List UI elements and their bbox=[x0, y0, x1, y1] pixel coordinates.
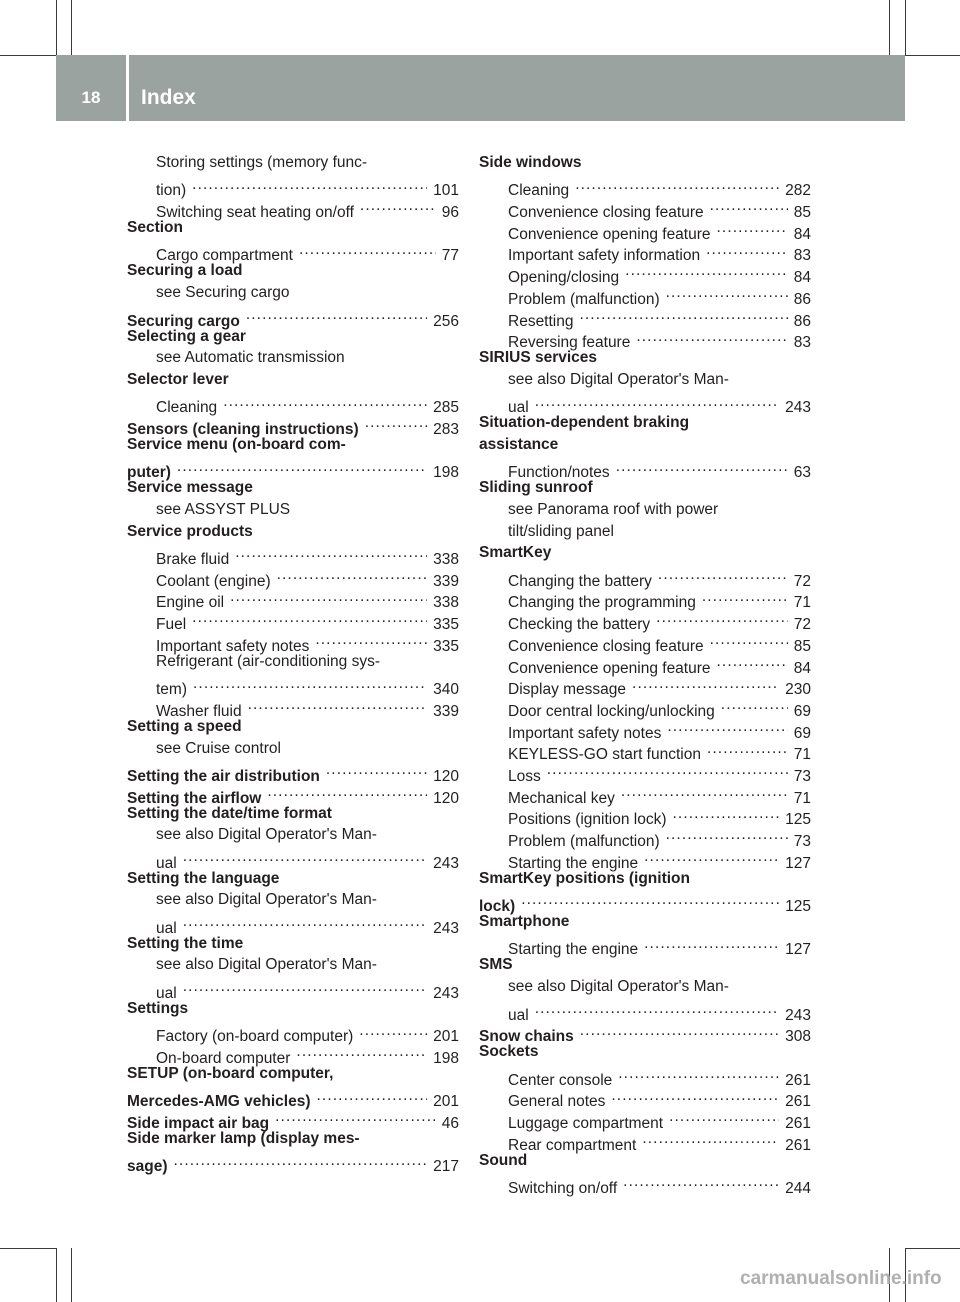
leader-dots bbox=[706, 239, 788, 261]
index-subentry bbox=[479, 933, 811, 959]
page-reference: 46 bbox=[441, 1114, 459, 1132]
leader-dots bbox=[623, 1171, 779, 1193]
entry-text: Cleaning bbox=[508, 182, 570, 200]
page-reference: 198 bbox=[433, 1049, 459, 1067]
crop-mark bbox=[56, 0, 57, 55]
index-subentry bbox=[127, 824, 459, 846]
entry-text: Sound bbox=[479, 1151, 528, 1169]
page-reference: 261 bbox=[785, 1114, 811, 1132]
page-reference: 127 bbox=[785, 941, 811, 959]
entry-text: Convenience opening feature bbox=[508, 659, 711, 677]
entry-text: see Securing cargo bbox=[156, 284, 290, 302]
entry-text: see also Digital Operator's Man- bbox=[156, 826, 377, 844]
index-entry bbox=[479, 434, 811, 456]
entry-text: Situation-dependent braking bbox=[479, 414, 690, 432]
leader-dots bbox=[717, 217, 788, 239]
entry-text: see also Digital Operator's Man- bbox=[508, 370, 729, 388]
page-reference: 73 bbox=[793, 767, 811, 785]
page-reference: 63 bbox=[793, 464, 811, 482]
page-reference: 120 bbox=[433, 789, 459, 807]
leader-dots bbox=[666, 282, 788, 304]
entry-text: lock) bbox=[479, 898, 516, 916]
index-subentry bbox=[127, 846, 459, 872]
page-reference: 261 bbox=[785, 1071, 811, 1089]
leader-dots bbox=[326, 759, 427, 781]
leader-dots bbox=[535, 998, 779, 1020]
page-reference: 261 bbox=[785, 1136, 811, 1154]
page-reference: 125 bbox=[785, 811, 811, 829]
crop-mark bbox=[71, 1248, 72, 1302]
entry-text: Checking the battery bbox=[508, 616, 651, 634]
leader-dots bbox=[625, 260, 788, 282]
leader-dots bbox=[360, 195, 436, 217]
index-entry bbox=[127, 477, 459, 499]
entry-text: assistance bbox=[479, 435, 559, 453]
entry-text: see Cruise control bbox=[156, 739, 281, 757]
entry-text: ual bbox=[508, 399, 529, 417]
entry-text: Side windows bbox=[479, 154, 582, 171]
index-entry bbox=[479, 1020, 811, 1046]
entry-text: see also Digital Operator's Man- bbox=[508, 978, 729, 996]
entry-text: Settings bbox=[127, 999, 189, 1017]
entry-text: Service products bbox=[127, 522, 253, 540]
entry-text: Problem (malfunction) bbox=[508, 290, 660, 308]
leader-dots bbox=[183, 911, 427, 933]
page-reference: 201 bbox=[433, 1093, 459, 1111]
entry-text: see Automatic transmission bbox=[156, 349, 345, 367]
leader-dots bbox=[267, 781, 427, 803]
page-reference: 340 bbox=[433, 681, 459, 699]
entry-text: SmartKey bbox=[479, 544, 552, 562]
crop-mark bbox=[56, 1248, 57, 1302]
page-reference: 243 bbox=[785, 399, 811, 417]
entry-text: Sockets bbox=[479, 1043, 539, 1061]
index-entry bbox=[127, 933, 459, 955]
entry-text: ual bbox=[156, 854, 177, 872]
index-subentry bbox=[127, 954, 459, 976]
page-reference: 243 bbox=[433, 919, 459, 937]
entry-text: Snow chains bbox=[479, 1028, 574, 1046]
entry-text: puter) bbox=[127, 464, 171, 482]
page-reference: 72 bbox=[793, 616, 811, 634]
entry-text: Setting a speed bbox=[127, 717, 242, 735]
index-entry bbox=[479, 868, 811, 890]
entry-text: sage) bbox=[127, 1158, 168, 1176]
page-reference: 69 bbox=[793, 702, 811, 720]
leader-dots bbox=[547, 759, 788, 781]
leader-dots bbox=[644, 933, 779, 955]
index-entry bbox=[127, 326, 459, 348]
entry-text: Setting the time bbox=[127, 934, 244, 952]
index-subentry bbox=[479, 521, 811, 543]
page-reference: 243 bbox=[433, 854, 459, 872]
crop-mark bbox=[905, 55, 960, 56]
index-entry bbox=[127, 369, 459, 391]
page-reference: 243 bbox=[433, 984, 459, 1002]
index-entry bbox=[127, 868, 459, 890]
entry-text: Engine oil bbox=[156, 594, 225, 612]
index-entry bbox=[127, 456, 459, 482]
leader-dots bbox=[702, 586, 788, 608]
leader-dots bbox=[177, 456, 427, 478]
leader-dots bbox=[275, 1106, 436, 1128]
page-reference: 198 bbox=[433, 464, 459, 482]
leader-dots bbox=[656, 607, 788, 629]
index-subentry bbox=[127, 651, 459, 673]
leader-dots bbox=[616, 456, 788, 478]
page-reference: 201 bbox=[433, 1028, 459, 1046]
entry-text: SMS bbox=[479, 956, 513, 974]
leader-dots bbox=[717, 651, 788, 673]
index-subentry bbox=[127, 391, 459, 417]
index-column-left bbox=[127, 152, 459, 1176]
leader-dots bbox=[644, 846, 779, 868]
entry-text: Refrigerant (air-conditioning sys- bbox=[156, 652, 380, 670]
page-reference: 261 bbox=[785, 1093, 811, 1111]
page-reference: 71 bbox=[793, 789, 811, 807]
entry-text: Setting the air distribution bbox=[127, 767, 320, 785]
page-reference: 243 bbox=[785, 1006, 811, 1024]
index-entry bbox=[127, 803, 459, 825]
entry-text: General notes bbox=[508, 1093, 606, 1111]
page-reference: 230 bbox=[785, 681, 811, 699]
entry-text: ual bbox=[156, 919, 177, 937]
entry-text: Rear compartment bbox=[508, 1136, 637, 1154]
leader-dots bbox=[365, 412, 427, 434]
entry-text: Center console bbox=[508, 1071, 613, 1089]
entry-text: Mercedes-AMG vehicles) bbox=[127, 1093, 311, 1111]
page-reference: 308 bbox=[785, 1028, 811, 1046]
crop-mark bbox=[0, 55, 56, 56]
leader-dots bbox=[621, 781, 788, 803]
page-reference: 85 bbox=[793, 637, 811, 655]
entry-text: Opening/closing bbox=[508, 269, 620, 287]
leader-dots bbox=[230, 586, 427, 608]
entry-text: Fuel bbox=[156, 616, 187, 634]
entry-text: tem) bbox=[156, 681, 187, 699]
leader-dots bbox=[636, 326, 787, 348]
leader-dots bbox=[580, 1020, 779, 1042]
page-reference: 85 bbox=[793, 204, 811, 222]
entry-text: Service menu (on-board com- bbox=[127, 435, 346, 453]
index-column-right bbox=[479, 152, 811, 1197]
leader-dots bbox=[317, 1085, 428, 1107]
leader-dots bbox=[721, 694, 788, 716]
index-subentry bbox=[479, 391, 811, 417]
crop-mark bbox=[889, 0, 890, 55]
leader-dots bbox=[359, 1020, 427, 1042]
entry-text: Securing cargo bbox=[127, 312, 240, 330]
crop-mark bbox=[0, 1248, 56, 1249]
entry-text: Section bbox=[127, 219, 183, 237]
page-reference: 127 bbox=[785, 854, 811, 872]
entry-text: Setting the airflow bbox=[127, 789, 262, 807]
entry-text: Selector lever bbox=[127, 370, 229, 388]
entry-text: Problem (malfunction) bbox=[508, 833, 660, 850]
entry-text: Convenience closing feature bbox=[508, 637, 704, 655]
entry-text: Convenience opening feature bbox=[508, 225, 711, 243]
page-reference: 77 bbox=[441, 247, 459, 265]
leader-dots bbox=[535, 391, 779, 413]
header-divider bbox=[126, 55, 129, 121]
index-entry bbox=[127, 1128, 459, 1150]
page-reference: 285 bbox=[433, 399, 459, 417]
index-subentry bbox=[479, 1171, 811, 1197]
leader-dots bbox=[669, 1106, 779, 1128]
entry-text: Luggage compartment bbox=[508, 1114, 664, 1132]
entry-text: Smartphone bbox=[479, 913, 570, 931]
index-entry bbox=[127, 434, 459, 456]
leader-dots bbox=[710, 629, 788, 651]
entry-text: Securing a load bbox=[127, 262, 243, 280]
index-entry bbox=[479, 152, 811, 174]
page-reference: 84 bbox=[793, 659, 811, 677]
index-subentry bbox=[127, 889, 459, 911]
entry-text: Cargo compartment bbox=[156, 247, 293, 265]
index-subentry bbox=[479, 1063, 811, 1089]
leader-dots bbox=[246, 304, 427, 326]
entry-text: see also Digital Operator's Man- bbox=[156, 956, 377, 974]
leader-dots bbox=[521, 889, 779, 911]
leader-dots bbox=[611, 1085, 779, 1107]
index-subentry bbox=[479, 369, 811, 391]
entry-text: Important safety information bbox=[508, 247, 701, 265]
entry-text: Washer fluid bbox=[156, 702, 242, 720]
entry-text: Reversing feature bbox=[508, 334, 631, 352]
entry-text: Selecting a gear bbox=[127, 327, 246, 345]
page-reference: 71 bbox=[793, 594, 811, 612]
page-reference: 244 bbox=[785, 1180, 811, 1197]
index-subentry bbox=[479, 499, 811, 521]
page-reference: 72 bbox=[793, 572, 811, 590]
index-entry bbox=[127, 1150, 459, 1176]
entry-text: Sliding sunroof bbox=[479, 479, 593, 497]
entry-text: see Panorama roof with power bbox=[508, 501, 719, 518]
leader-dots bbox=[579, 304, 787, 326]
leader-dots bbox=[183, 846, 427, 868]
index-subentry bbox=[479, 976, 811, 998]
entry-text: Resetting bbox=[508, 312, 574, 330]
entry-text: Loss bbox=[508, 767, 541, 785]
page-reference: 86 bbox=[793, 312, 811, 330]
leader-dots bbox=[296, 1041, 427, 1063]
entry-text: Function/notes bbox=[508, 464, 610, 482]
index-entry bbox=[127, 998, 459, 1020]
page-reference: 69 bbox=[793, 724, 811, 742]
index-subentry bbox=[127, 282, 459, 304]
page-number: 18 bbox=[81, 88, 101, 107]
leader-dots bbox=[277, 564, 428, 586]
index-subentry bbox=[127, 239, 459, 265]
entry-text: Cleaning bbox=[156, 399, 218, 417]
index-entry bbox=[127, 1063, 459, 1085]
page-reference: 83 bbox=[793, 247, 811, 265]
crop-mark bbox=[905, 1248, 960, 1249]
page-reference: 282 bbox=[785, 182, 811, 200]
index-subentry bbox=[127, 1020, 459, 1046]
index-entry bbox=[127, 304, 459, 330]
leader-dots bbox=[618, 1063, 779, 1085]
index-subentry bbox=[127, 542, 459, 569]
entry-text: Changing the battery bbox=[508, 572, 652, 590]
index-entry bbox=[127, 716, 459, 738]
entry-text: see ASSYST PLUS bbox=[156, 501, 291, 518]
entry-text: ual bbox=[156, 984, 177, 1002]
page-reference: 256 bbox=[433, 312, 459, 330]
page-reference: 338 bbox=[433, 551, 459, 569]
leader-dots bbox=[315, 629, 427, 651]
leader-dots bbox=[183, 976, 427, 998]
index-subentry bbox=[127, 673, 459, 699]
index-subentry bbox=[479, 564, 811, 590]
entry-text: Starting the engine bbox=[508, 941, 639, 959]
leader-dots bbox=[223, 391, 427, 413]
entry-text: On-board computer bbox=[156, 1049, 291, 1067]
entry-text: SIRIUS services bbox=[479, 349, 598, 367]
leader-dots bbox=[707, 738, 788, 760]
page-reference: 339 bbox=[433, 702, 459, 720]
entry-text: Mechanical key bbox=[508, 789, 615, 807]
page-reference: 338 bbox=[433, 594, 459, 612]
entry-text: SETUP (on-board computer, bbox=[127, 1064, 334, 1082]
page-reference: 84 bbox=[793, 225, 811, 243]
index-subentry bbox=[127, 738, 459, 760]
section-title: Index bbox=[141, 86, 196, 109]
entry-text: Side impact air bag bbox=[127, 1114, 270, 1132]
index-entry bbox=[479, 889, 811, 916]
entry-text: Convenience closing feature bbox=[508, 204, 704, 222]
leader-dots bbox=[667, 716, 787, 738]
entry-text: Display message bbox=[508, 681, 627, 699]
leader-dots bbox=[632, 673, 779, 695]
page-reference: 335 bbox=[433, 616, 459, 634]
watermark: carmanualsonline.info bbox=[740, 1268, 942, 1289]
index-entry bbox=[479, 911, 811, 933]
page-reference: 120 bbox=[433, 767, 459, 785]
page-reference: 73 bbox=[793, 833, 811, 850]
crop-mark bbox=[71, 0, 72, 55]
leader-dots bbox=[193, 673, 427, 695]
page-reference: 101 bbox=[433, 182, 459, 200]
leader-dots bbox=[666, 824, 788, 846]
leader-dots bbox=[575, 174, 779, 196]
leader-dots bbox=[235, 542, 427, 564]
entry-text: Coolant (engine) bbox=[156, 572, 271, 590]
page-reference: 96 bbox=[441, 204, 459, 222]
index-entry bbox=[479, 347, 811, 369]
page-reference: 83 bbox=[793, 334, 811, 352]
entry-text: tion) bbox=[156, 182, 187, 200]
index-subentry bbox=[127, 152, 459, 174]
entry-text: Switching seat heating on/off bbox=[156, 204, 354, 222]
page-reference: 335 bbox=[433, 637, 459, 655]
entry-text: Brake fluid bbox=[156, 551, 230, 569]
entry-text: Factory (on-board computer) bbox=[156, 1028, 354, 1046]
page-reference: 71 bbox=[793, 746, 811, 764]
index-subentry bbox=[127, 976, 459, 1002]
index-entry bbox=[479, 477, 811, 499]
index-subentry bbox=[479, 998, 811, 1024]
page-reference: 84 bbox=[793, 269, 811, 287]
page-reference: 86 bbox=[793, 290, 811, 308]
entry-text: Setting the language bbox=[127, 869, 280, 887]
entry-text: Side marker lamp (display mes- bbox=[127, 1129, 360, 1147]
index-subentry bbox=[127, 499, 459, 521]
entry-text: Changing the programming bbox=[508, 594, 696, 612]
entry-text: Door central locking/unlocking bbox=[508, 702, 715, 720]
index-entry bbox=[479, 1041, 811, 1063]
index-entry bbox=[127, 759, 459, 785]
leader-dots bbox=[192, 174, 427, 196]
entry-text: Sensors (cleaning instructions) bbox=[127, 420, 359, 438]
leader-dots bbox=[299, 239, 436, 261]
entry-text: Positions (ignition lock) bbox=[508, 811, 667, 829]
index-entry bbox=[127, 1085, 459, 1111]
entry-text: Service message bbox=[127, 479, 253, 497]
leader-dots bbox=[642, 1128, 779, 1150]
page-reference: 217 bbox=[433, 1158, 459, 1176]
entry-text: Switching on/off bbox=[508, 1180, 618, 1197]
leader-dots bbox=[192, 607, 427, 629]
crop-mark bbox=[905, 0, 906, 55]
entry-text: SmartKey positions (ignition bbox=[479, 869, 690, 887]
page-reference: 339 bbox=[433, 572, 459, 590]
index-entry bbox=[479, 412, 811, 434]
leader-dots bbox=[658, 564, 788, 586]
entry-text: Starting the engine bbox=[508, 854, 639, 872]
entry-text: Important safety notes bbox=[156, 637, 310, 655]
page-reference: 283 bbox=[433, 420, 459, 438]
index-subentry bbox=[127, 347, 459, 369]
leader-dots bbox=[710, 195, 788, 217]
leader-dots bbox=[174, 1150, 428, 1172]
entry-text: Storing settings (memory func- bbox=[156, 154, 368, 171]
index-entry bbox=[127, 521, 459, 543]
entry-text: KEYLESS-GO start function bbox=[508, 746, 701, 764]
entry-text: Setting the date/time format bbox=[127, 804, 332, 822]
index-entry bbox=[127, 260, 459, 282]
index-entry bbox=[479, 542, 811, 564]
entry-text: see also Digital Operator's Man- bbox=[156, 891, 377, 909]
index-subentry bbox=[127, 174, 459, 200]
entry-text: tilt/sliding panel bbox=[508, 522, 614, 540]
index-subentry bbox=[127, 911, 459, 937]
page-reference: 125 bbox=[785, 898, 811, 916]
entry-text: ual bbox=[508, 1006, 529, 1024]
index-subentry bbox=[479, 174, 811, 200]
entry-text: Important safety notes bbox=[508, 724, 662, 742]
leader-dots bbox=[673, 803, 780, 825]
index-subentry bbox=[479, 456, 811, 482]
leader-dots bbox=[248, 694, 428, 716]
